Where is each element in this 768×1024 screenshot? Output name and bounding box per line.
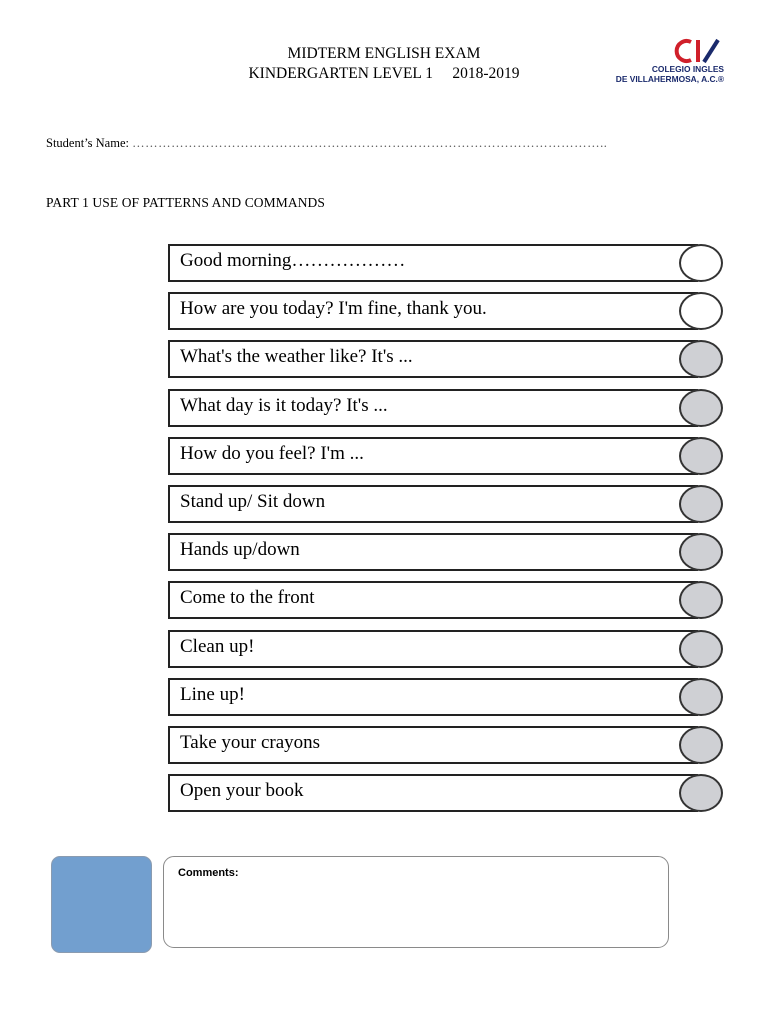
student-name-label: Student’s Name: (46, 136, 129, 150)
answer-circle[interactable] (679, 244, 723, 282)
score-box (51, 856, 152, 953)
answer-circle[interactable] (679, 340, 723, 378)
pattern-label: Open your book (180, 780, 304, 802)
part-title: PART 1 USE OF PATTERNS AND COMMANDS (46, 195, 326, 210)
pattern-label: Hands up/down (180, 539, 300, 561)
pattern-item (168, 581, 728, 619)
pattern-label: How do you feel? I'm ... (180, 442, 364, 464)
pattern-label: Take your crayons (180, 732, 321, 753)
student-name-line[interactable] (46, 136, 686, 151)
answer-circle[interactable] (679, 389, 723, 427)
comments-box[interactable] (163, 856, 669, 948)
pattern-item (168, 244, 728, 282)
pattern-item (168, 485, 728, 523)
student-name-field[interactable]: ……………………………………………………………………………………………….. (132, 136, 608, 150)
answer-circle[interactable] (679, 533, 723, 571)
pattern-label: Come to the front (180, 587, 315, 609)
exam-subtitle: KINDERGARTEN LEVEL 1 2018-2019 (248, 65, 520, 82)
school-logo-text (616, 64, 724, 84)
pattern-item (168, 340, 728, 378)
pattern-item (168, 630, 728, 668)
school-logo-mark-icon (674, 38, 722, 64)
answer-circle[interactable] (679, 292, 723, 330)
answer-circle[interactable] (679, 581, 723, 619)
exam-title: MIDTERM ENGLISH EXAM (287, 45, 481, 62)
pattern-box (168, 678, 698, 716)
pattern-item (168, 726, 728, 764)
pattern-item (168, 389, 728, 427)
pattern-item (168, 533, 728, 571)
pattern-item (168, 437, 728, 475)
pattern-label: What's the weather like? It's ... (180, 346, 413, 368)
comments-label: Comments: (178, 867, 239, 879)
pattern-label: What day is it today? It's ... (180, 394, 388, 416)
answer-circle[interactable] (679, 630, 723, 668)
pattern-label: Stand up/ Sit down (180, 491, 326, 512)
pattern-item (168, 292, 728, 330)
logo-line2: DE VILLAHERMOSA, A.C.® (615, 74, 724, 84)
school-logo (592, 38, 732, 90)
pattern-label: Clean up! (180, 635, 255, 657)
answer-circle[interactable] (679, 726, 723, 764)
pattern-item (168, 774, 728, 812)
answer-circle[interactable] (679, 485, 723, 523)
pattern-label: Line up! (180, 683, 245, 705)
answer-circle[interactable] (679, 774, 723, 812)
answer-circle[interactable] (679, 678, 723, 716)
answer-circle[interactable] (679, 437, 723, 475)
pattern-item (168, 678, 728, 716)
pattern-label: Good morning……………… (180, 250, 406, 271)
logo-line1: COLEGIO INGLES (651, 64, 724, 74)
pattern-label: How are you today? I'm fine, thank you. (180, 298, 487, 320)
